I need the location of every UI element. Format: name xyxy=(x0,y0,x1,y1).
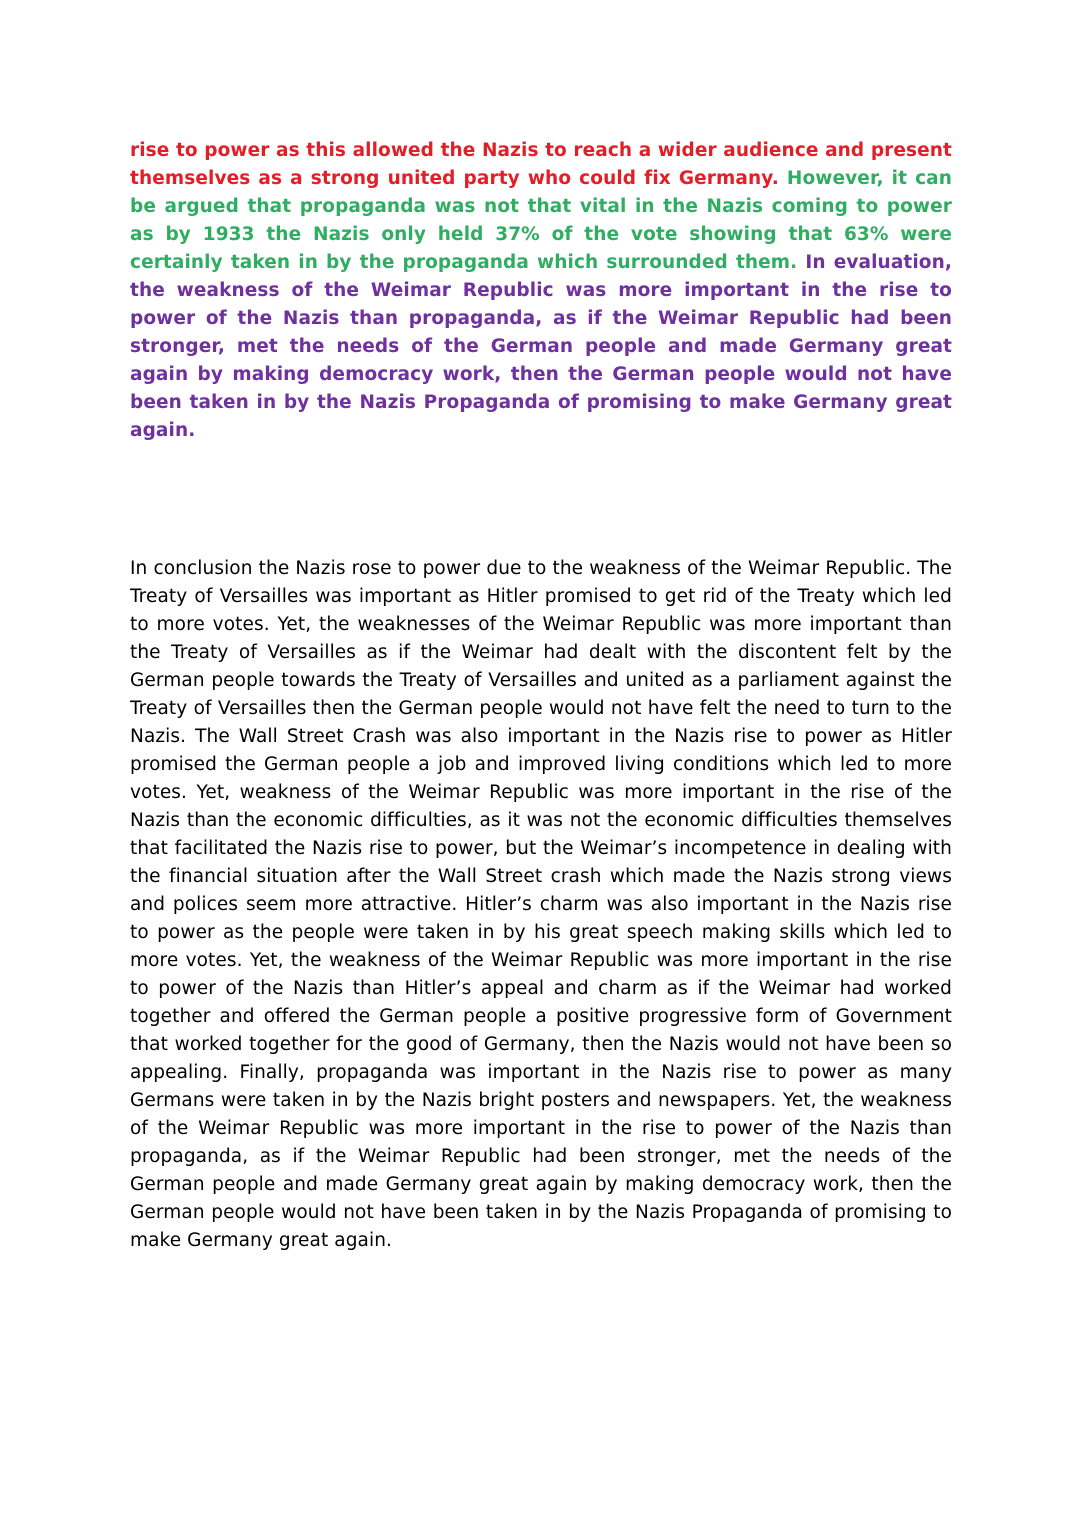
document-text-block xyxy=(130,137,952,1255)
evaluation-paragraph-green-segment: However, it can be argued that propaganda was not that vital in the Nazis coming to power as by 1933 the Nazis only held 37% of the vote showing that 63% were certainly taken in by the propaganda which surrounded them. xyxy=(130,168,952,273)
evaluation-paragraph xyxy=(130,137,952,445)
evaluation-paragraph-red-segment: rise to power as this allowed the Nazis to reach a wider audience and present themselves as a strong united party who could fix Germany. xyxy=(130,140,952,189)
evaluation-paragraph-purple-segment: In evaluation, the weakness of the Weimar Republic was more important in the rise to power of the Nazis than propaganda, as if the Weimar Republic had been stronger, met the needs of the German people and made Germany great again by making democracy work, then the German people would not have been taken in by the Nazis Propaganda of promising to make Germany great again. xyxy=(130,252,952,441)
conclusion-paragraph: In conclusion the Nazis rose to power due to the weakness of the Weimar Republic. The Treaty of Versailles was important as Hitler promised to get rid of the Treaty which led to more votes. Yet, the weaknesses of the Weimar Republic was more important than the Treaty of Versailles as if the Weimar had dealt with the discontent felt by the German people towards the Treaty of Versailles and united as a parliament against the Treaty of Versailles then the German people would not have felt the need to turn to the Nazis. The Wall Street Crash was also important in the Nazis rise to power as Hitler promised the German people a job and improved living conditions which led to more votes. Yet, weakness of the Weimar Republic was more important in the rise of the Nazis than the economic difficulties, as it was not the economic difficulties themselves that facilitated the Nazis rise to power, but the Weimar’s incompetence in dealing with the financial situation after the Wall Street crash which made the Nazis strong views and polices seem more attractive. Hitler’s charm was also important in the Nazis rise to power as the people were taken in by his great speech making skills which led to more votes. Yet, the weakness of the Weimar Republic was more important in the rise to power of the Nazis than Hitler’s appeal and charm as if the Weimar had worked together and offered the German people a positive progressive form of Government that worked together for the good of Germany, then the Nazis would not have been so appealing. Finally, propaganda was important in the Nazis rise to power as many Germans were taken in by the Nazis bright posters and newspapers. Yet, the weakness of the Weimar Republic was more important in the rise to power of the Nazis than propaganda, as if the Weimar Republic had been stronger, met the needs of the German people and made Germany great again by making democracy work, then the German people would not have been taken in by the Nazis Propaganda of promising to make Germany great again. xyxy=(130,558,952,1251)
